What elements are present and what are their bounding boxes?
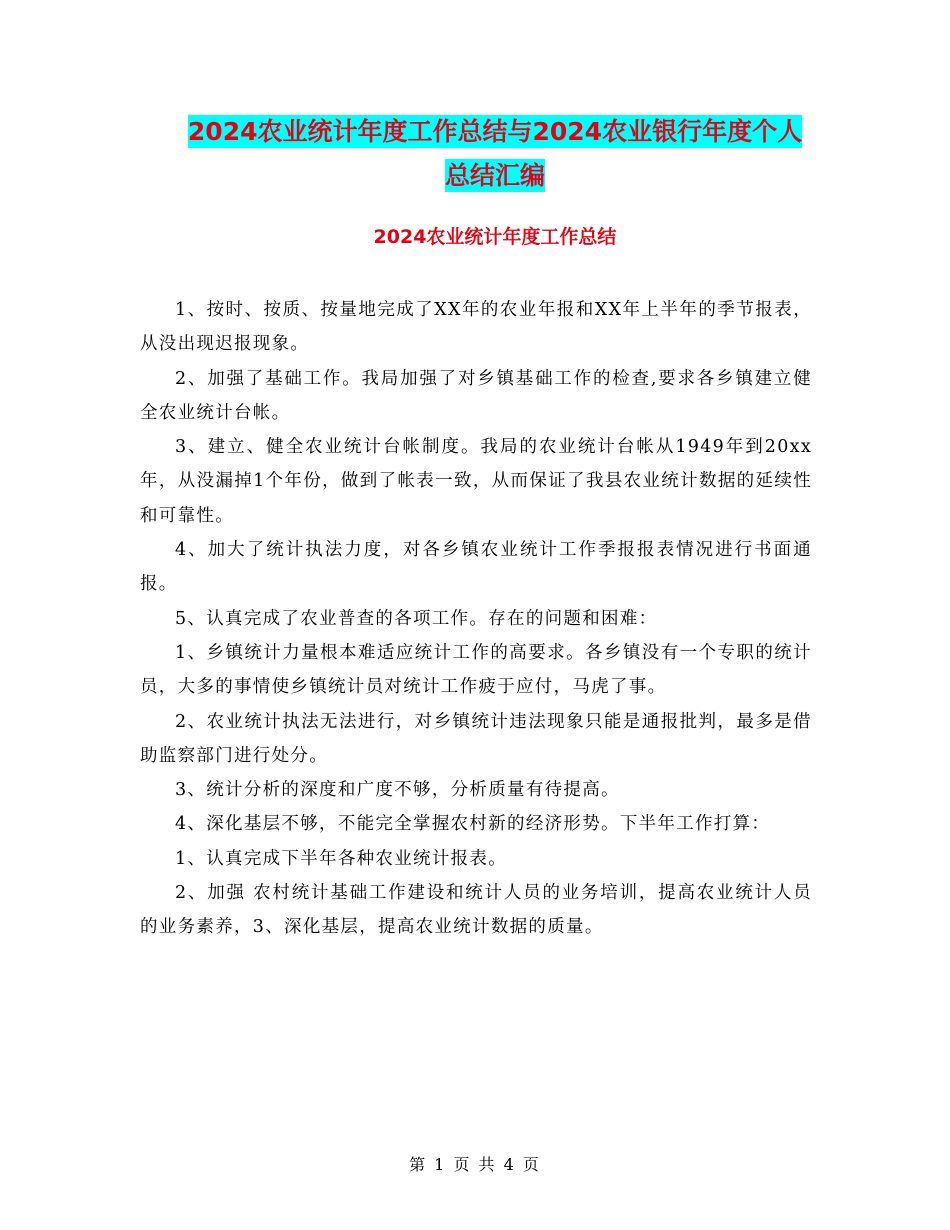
- document-title-line-2: 总结汇编: [444, 161, 545, 190]
- paragraph: 4、深化基层不够，不能完全掌握农村新的经济形势。下半年工作打算：: [175, 814, 771, 835]
- paragraph: 4、加大了统计执法力度，对各乡镇农业统计工作季报报表情况进行书面通报。: [140, 540, 812, 595]
- document-title-line-1: 2024农业统计年度工作总结与2024农业银行年度个人: [187, 117, 803, 146]
- paragraph: 3、统计分析的深度和广度不够，分析质量有待提高。: [175, 780, 620, 801]
- paragraph: 5、认真完成了农业普查的各项工作。存在的问题和困难：: [175, 608, 658, 629]
- paragraph: 2、加强 农村统计基础工作建设和统计人员的业务培训，提高农业统计人员的业务素养，3、深化基层，提高农业统计数据的质量。: [140, 883, 812, 938]
- page-footer: 第 1 页 共 4 页: [409, 1155, 541, 1174]
- paragraph: 1、认真完成下半年各种农业统计报表。: [175, 848, 508, 869]
- paragraph: 1、按时、按质、按量地完成了XX年的农业年报和XX年上半年的季节报表，从没出现迟报现象。: [140, 300, 812, 355]
- document-title: [140, 110, 850, 198]
- paragraph: 2、加强了基础工作。我局加强了对乡镇基础工作的检查,要求各乡镇建立健全农业统计台帐。: [140, 368, 812, 423]
- paragraph: 3、建立、健全农业统计台帐制度。我局的农业统计台帐从1949年到20xx年，从没漏掉1个年份，做到了帐表一致，从而保证了我县农业统计数据的延续性和可靠性。: [140, 437, 812, 526]
- section-heading: 2024农业统计年度工作总结: [373, 226, 617, 248]
- paragraph: 1、乡镇统计力量根本难适应统计工作的高要求。各乡镇没有一个专职的统计员，大多的事情使乡镇统计员对统计工作疲于应付，马虎了事。: [140, 642, 812, 698]
- document-body: [140, 293, 812, 945]
- paragraph: 2、农业统计执法无法进行，对乡镇统计违法现象只能是通报批判，最多是借助监察部门进行处分。: [140, 711, 812, 766]
